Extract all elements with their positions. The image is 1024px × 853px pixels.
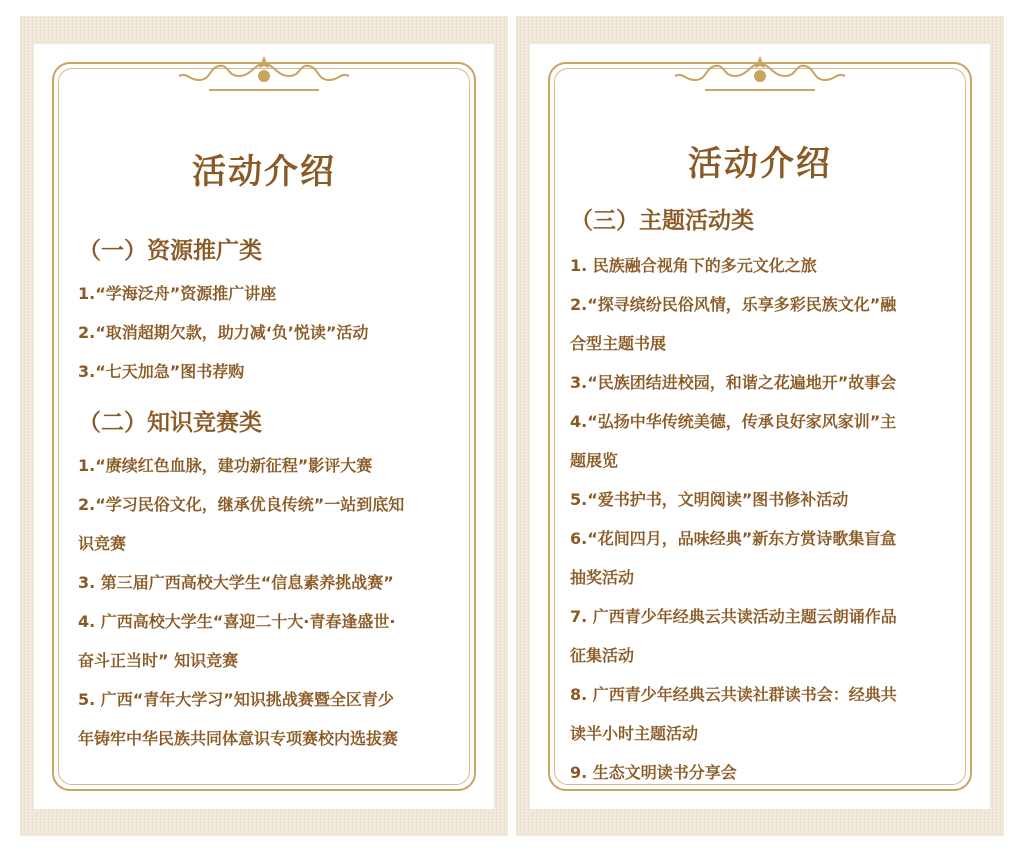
list-item: 6.“花间四月，品味经典”新东方赏诗歌集盲盒 xyxy=(570,529,897,548)
list-item: 3.“七天加急”图书荐购 xyxy=(78,362,245,381)
list-item: 8. 广西青少年经典云共读社群读书会：经典共 xyxy=(570,685,897,704)
baroque-ornament-icon xyxy=(665,54,855,100)
baroque-ornament-icon xyxy=(169,54,359,100)
right-panel xyxy=(516,16,1004,836)
list-item: 2.“探寻缤纷民俗风情，乐享多彩民族文化”融 xyxy=(570,295,897,314)
list-item: 1. 民族融合视角下的多元文化之旅 xyxy=(570,256,817,275)
section-heading: （三）主题活动类 xyxy=(570,208,754,234)
page-title: 活动介绍 xyxy=(688,144,832,184)
list-item-continued: 题展览 xyxy=(570,451,619,470)
list-item: 5. 广西“青年大学习”知识挑战赛暨全区青少 xyxy=(78,690,394,709)
list-item-continued: 合型主题书展 xyxy=(570,334,667,353)
list-item: 1.“学海泛舟”资源推广讲座 xyxy=(78,284,277,303)
list-item-continued: 奋斗正当时” 知识竞赛 xyxy=(78,651,239,670)
list-item: 3.“民族团结进校园，和谐之花遍地开”故事会 xyxy=(570,373,897,392)
list-item-continued: 年铸牢中华民族共同体意识专项赛校内选拔赛 xyxy=(78,729,399,748)
list-item: 2.“取消超期欠款，助力减‘负’悦读”活动 xyxy=(78,323,369,342)
list-item: 9. 生态文明读书分享会 xyxy=(570,763,737,782)
page-title: 活动介绍 xyxy=(192,152,336,192)
list-item: 1.“赓续红色血脉，建功新征程”影评大赛 xyxy=(78,456,373,475)
left-card xyxy=(34,44,494,809)
right-card xyxy=(530,44,990,809)
section-heading: （二）知识竞赛类 xyxy=(78,410,262,436)
list-item: 2.“学习民俗文化，继承优良传统”一站到底知 xyxy=(78,495,405,514)
list-item-continued: 抽奖活动 xyxy=(570,568,635,587)
list-item-continued: 读半小时主题活动 xyxy=(570,724,699,743)
left-panel xyxy=(20,16,508,836)
list-item: 5.“爱书护书，文明阅读”图书修补活动 xyxy=(570,490,849,509)
list-item: 3. 第三届广西高校大学生“信息素养挑战赛” xyxy=(78,573,394,592)
section-heading: （一）资源推广类 xyxy=(78,238,262,264)
list-item: 4. 广西高校大学生“喜迎二十大·青春逢盛世· xyxy=(78,612,396,631)
list-item-continued: 识竞赛 xyxy=(78,534,127,553)
list-item-continued: 征集活动 xyxy=(570,646,635,665)
list-item: 7. 广西青少年经典云共读活动主题云朗诵作品 xyxy=(570,607,897,626)
list-item: 4.“弘扬中华传统美德，传承良好家风家训”主 xyxy=(570,412,897,431)
